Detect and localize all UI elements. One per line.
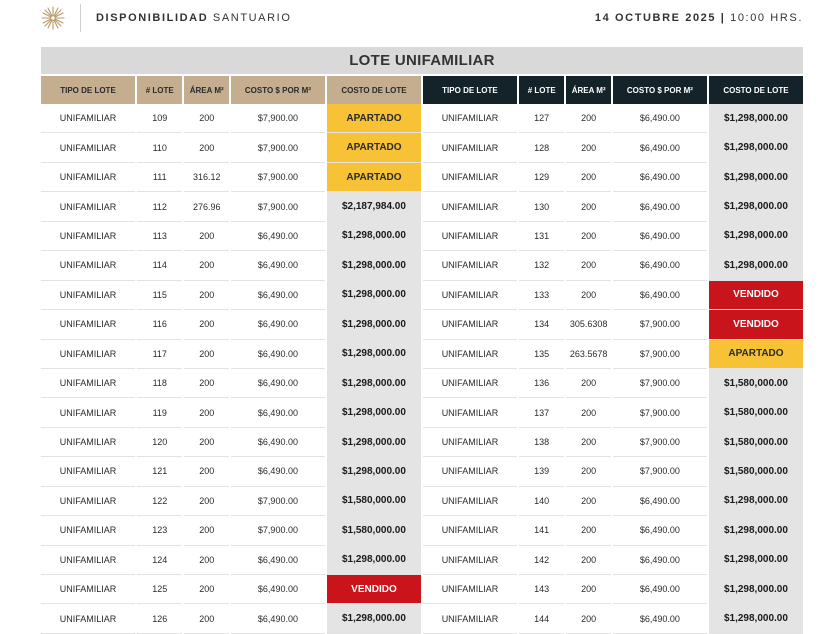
price-per-m2-cell: $6,490.00 (231, 398, 325, 427)
lot-type-cell: UNIFAMILIAR (423, 457, 517, 486)
table-row (41, 104, 803, 133)
brand-light: SANTUARIO (212, 12, 292, 24)
lot-type-cell: UNIFAMILIAR (41, 133, 135, 162)
lot-type-cell: UNIFAMILIAR (41, 604, 135, 633)
area-cell: 200 (184, 516, 228, 545)
lot-number-cell: 111 (137, 163, 182, 192)
availability-table-wrap (41, 47, 803, 634)
lot-number-cell: 126 (137, 604, 182, 633)
area-cell: 200 (566, 163, 610, 192)
lot-cost-cell: $1,298,000.00 (327, 369, 421, 398)
header-row (41, 76, 803, 104)
price-per-m2-cell: $7,900.00 (613, 398, 707, 427)
lot-cost-cell: $1,580,000.00 (709, 398, 803, 427)
price-per-m2-cell: $6,490.00 (231, 575, 325, 604)
area-cell: 200 (566, 457, 610, 486)
lot-number-cell: 109 (137, 104, 182, 133)
lot-type-cell: UNIFAMILIAR (41, 310, 135, 339)
lot-status-badge: APARTADO (327, 104, 421, 133)
lot-type-cell: UNIFAMILIAR (41, 192, 135, 221)
lot-type-cell: UNIFAMILIAR (423, 340, 517, 369)
lot-cost-cell: $1,298,000.00 (709, 104, 803, 133)
lot-number-cell: 118 (137, 369, 182, 398)
lot-type-cell: UNIFAMILIAR (423, 487, 517, 516)
table-row (41, 251, 803, 280)
price-per-m2-cell: $7,900.00 (613, 340, 707, 369)
lot-status-badge: APARTADO (327, 163, 421, 192)
price-per-m2-cell: $6,490.00 (231, 546, 325, 575)
lot-cost-cell: $1,580,000.00 (709, 369, 803, 398)
availability-table (39, 76, 805, 634)
lot-type-cell: UNIFAMILIAR (423, 104, 517, 133)
lot-number-cell: 130 (519, 192, 564, 221)
table-body (41, 104, 803, 634)
price-per-m2-cell: $7,900.00 (613, 310, 707, 339)
table-row (41, 340, 803, 369)
lot-number-cell: 120 (137, 428, 182, 457)
header-divider (80, 4, 81, 32)
lot-number-cell: 116 (137, 310, 182, 339)
price-per-m2-cell: $6,490.00 (613, 163, 707, 192)
lot-cost-cell: $1,298,000.00 (327, 340, 421, 369)
lot-cost-cell: $1,298,000.00 (709, 575, 803, 604)
area-cell: 316.12 (184, 163, 228, 192)
lot-cost-cell: $1,298,000.00 (709, 516, 803, 545)
lot-number-cell: 136 (519, 369, 564, 398)
price-per-m2-cell: $6,490.00 (613, 604, 707, 633)
area-cell: 200 (566, 192, 610, 221)
area-cell: 305.6308 (566, 310, 610, 339)
lot-cost-cell: $1,298,000.00 (327, 457, 421, 486)
price-per-m2-cell: $7,900.00 (231, 487, 325, 516)
lot-type-cell: UNIFAMILIAR (423, 428, 517, 457)
lot-number-cell: 125 (137, 575, 182, 604)
lot-type-cell: UNIFAMILIAR (41, 516, 135, 545)
lot-cost-cell: $1,298,000.00 (709, 222, 803, 251)
lot-type-cell: UNIFAMILIAR (41, 546, 135, 575)
col-header: # LOTE (137, 76, 182, 104)
table-row (41, 281, 803, 310)
price-per-m2-cell: $6,490.00 (231, 604, 325, 633)
area-cell: 200 (566, 516, 610, 545)
lot-cost-cell: $1,298,000.00 (327, 281, 421, 310)
area-cell: 263.5678 (566, 340, 610, 369)
area-cell: 200 (184, 281, 228, 310)
price-per-m2-cell: $7,900.00 (231, 163, 325, 192)
price-per-m2-cell: $7,900.00 (613, 369, 707, 398)
table-row (41, 133, 803, 162)
price-per-m2-cell: $7,900.00 (613, 457, 707, 486)
table-row (41, 222, 803, 251)
lot-type-cell: UNIFAMILIAR (423, 546, 517, 575)
lot-number-cell: 124 (137, 546, 182, 575)
lot-number-cell: 142 (519, 546, 564, 575)
lot-number-cell: 141 (519, 516, 564, 545)
table-row (41, 546, 803, 575)
lot-number-cell: 121 (137, 457, 182, 486)
lot-number-cell: 139 (519, 457, 564, 486)
lot-status-badge: APARTADO (709, 340, 803, 369)
lot-type-cell: UNIFAMILIAR (423, 133, 517, 162)
price-per-m2-cell: $6,490.00 (613, 575, 707, 604)
area-cell: 200 (566, 251, 610, 280)
price-per-m2-cell: $7,900.00 (613, 428, 707, 457)
table-row (41, 516, 803, 545)
price-per-m2-cell: $6,490.00 (613, 487, 707, 516)
table-row (41, 310, 803, 339)
lot-status-badge: VENDIDO (327, 575, 421, 604)
lot-type-cell: UNIFAMILIAR (41, 281, 135, 310)
lot-number-cell: 137 (519, 398, 564, 427)
price-per-m2-cell: $7,900.00 (231, 516, 325, 545)
price-per-m2-cell: $6,490.00 (231, 457, 325, 486)
lot-type-cell: UNIFAMILIAR (41, 251, 135, 280)
price-per-m2-cell: $6,490.00 (613, 516, 707, 545)
lot-type-cell: UNIFAMILIAR (41, 575, 135, 604)
price-per-m2-cell: $6,490.00 (231, 340, 325, 369)
lot-cost-cell: $1,298,000.00 (327, 398, 421, 427)
lot-type-cell: UNIFAMILIAR (423, 222, 517, 251)
lot-cost-cell: $1,298,000.00 (327, 546, 421, 575)
lot-status-badge: VENDIDO (709, 281, 803, 310)
col-header: COSTO DE LOTE (327, 76, 421, 104)
price-per-m2-cell: $6,490.00 (613, 546, 707, 575)
table-row (41, 398, 803, 427)
area-cell: 200 (566, 398, 610, 427)
table-row (41, 428, 803, 457)
area-cell: 200 (566, 487, 610, 516)
lot-number-cell: 115 (137, 281, 182, 310)
lot-cost-cell: $1,298,000.00 (327, 310, 421, 339)
date-separator: | (720, 12, 726, 24)
area-cell: 200 (184, 398, 228, 427)
lot-number-cell: 135 (519, 340, 564, 369)
lot-status-badge: APARTADO (327, 133, 421, 162)
area-cell: 200 (566, 428, 610, 457)
lot-cost-cell: $2,187,984.00 (327, 192, 421, 221)
price-per-m2-cell: $7,900.00 (231, 133, 325, 162)
price-per-m2-cell: $6,490.00 (613, 222, 707, 251)
lot-type-cell: UNIFAMILIAR (423, 369, 517, 398)
area-cell: 200 (184, 222, 228, 251)
area-cell: 200 (184, 340, 228, 369)
lot-number-cell: 133 (519, 281, 564, 310)
area-cell: 200 (184, 251, 228, 280)
lot-cost-cell: $1,298,000.00 (709, 487, 803, 516)
area-cell: 200 (566, 133, 610, 162)
lot-number-cell: 112 (137, 192, 182, 221)
table-title: LOTE UNIFAMILIAR (41, 47, 803, 74)
area-cell: 200 (184, 546, 228, 575)
lot-status-badge: VENDIDO (709, 310, 803, 339)
area-cell: 200 (184, 575, 228, 604)
lot-type-cell: UNIFAMILIAR (41, 457, 135, 486)
lot-type-cell: UNIFAMILIAR (41, 369, 135, 398)
area-cell: 200 (184, 310, 228, 339)
lot-cost-cell: $1,298,000.00 (327, 604, 421, 633)
lot-number-cell: 113 (137, 222, 182, 251)
area-cell: 200 (184, 104, 228, 133)
lot-type-cell: UNIFAMILIAR (423, 575, 517, 604)
lot-type-cell: UNIFAMILIAR (41, 487, 135, 516)
price-per-m2-cell: $6,490.00 (231, 369, 325, 398)
lot-number-cell: 131 (519, 222, 564, 251)
price-per-m2-cell: $6,490.00 (231, 310, 325, 339)
lot-number-cell: 119 (137, 398, 182, 427)
lot-number-cell: 117 (137, 340, 182, 369)
table-row (41, 163, 803, 192)
lot-type-cell: UNIFAMILIAR (423, 310, 517, 339)
lot-cost-cell: $1,298,000.00 (327, 251, 421, 280)
area-cell: 200 (184, 604, 228, 633)
brand-bold: DISPONIBILIDAD (96, 12, 209, 24)
area-cell: 200 (184, 487, 228, 516)
lot-type-cell: UNIFAMILIAR (41, 428, 135, 457)
col-header: ÁREA M² (184, 76, 228, 104)
lot-type-cell: UNIFAMILIAR (41, 398, 135, 427)
date-stamp (595, 12, 803, 24)
lot-type-cell: UNIFAMILIAR (423, 192, 517, 221)
lot-type-cell: UNIFAMILIAR (423, 163, 517, 192)
table-row (41, 487, 803, 516)
lot-number-cell: 134 (519, 310, 564, 339)
area-cell: 200 (566, 281, 610, 310)
price-per-m2-cell: $6,490.00 (613, 192, 707, 221)
area-cell: 200 (566, 546, 610, 575)
lot-type-cell: UNIFAMILIAR (423, 281, 517, 310)
lot-cost-cell: $1,580,000.00 (709, 428, 803, 457)
area-cell: 276.96 (184, 192, 228, 221)
area-cell: 200 (184, 457, 228, 486)
star-burst-logo-icon (40, 5, 66, 31)
lot-number-cell: 122 (137, 487, 182, 516)
col-header: COSTO $ POR M² (231, 76, 325, 104)
lot-type-cell: UNIFAMILIAR (41, 340, 135, 369)
lot-type-cell: UNIFAMILIAR (41, 163, 135, 192)
lot-number-cell: 110 (137, 133, 182, 162)
lot-cost-cell: $1,298,000.00 (709, 251, 803, 280)
price-per-m2-cell: $6,490.00 (231, 222, 325, 251)
price-per-m2-cell: $6,490.00 (231, 281, 325, 310)
lot-type-cell: UNIFAMILIAR (423, 604, 517, 633)
area-cell: 200 (566, 369, 610, 398)
lot-cost-cell: $1,298,000.00 (709, 133, 803, 162)
time-text: 10:00 HRS. (730, 12, 803, 24)
lot-number-cell: 123 (137, 516, 182, 545)
date-text: 14 OCTUBRE 2025 (594, 12, 717, 24)
lot-number-cell: 140 (519, 487, 564, 516)
lot-number-cell: 114 (137, 251, 182, 280)
lot-type-cell: UNIFAMILIAR (423, 251, 517, 280)
lot-type-cell: UNIFAMILIAR (423, 516, 517, 545)
lot-cost-cell: $1,298,000.00 (327, 428, 421, 457)
col-header: TIPO DE LOTE (423, 76, 517, 104)
table-row (41, 457, 803, 486)
price-per-m2-cell: $7,900.00 (231, 104, 325, 133)
price-per-m2-cell: $6,490.00 (613, 104, 707, 133)
area-cell: 200 (566, 104, 610, 133)
lot-type-cell: UNIFAMILIAR (41, 104, 135, 133)
lot-number-cell: 138 (519, 428, 564, 457)
col-header: TIPO DE LOTE (41, 76, 135, 104)
lot-number-cell: 143 (519, 575, 564, 604)
col-header: ÁREA M² (566, 76, 610, 104)
table-row (41, 192, 803, 221)
table-row (41, 575, 803, 604)
lot-cost-cell: $1,298,000.00 (709, 546, 803, 575)
col-header: # LOTE (519, 76, 564, 104)
price-per-m2-cell: $6,490.00 (231, 251, 325, 280)
page-header (0, 0, 840, 40)
price-per-m2-cell: $6,490.00 (613, 251, 707, 280)
area-cell: 200 (566, 604, 610, 633)
lot-number-cell: 127 (519, 104, 564, 133)
lot-number-cell: 128 (519, 133, 564, 162)
lot-number-cell: 132 (519, 251, 564, 280)
price-per-m2-cell: $6,490.00 (613, 281, 707, 310)
col-header: COSTO DE LOTE (709, 76, 803, 104)
area-cell: 200 (184, 428, 228, 457)
area-cell: 200 (566, 575, 610, 604)
lot-cost-cell: $1,298,000.00 (709, 192, 803, 221)
lot-cost-cell: $1,298,000.00 (709, 163, 803, 192)
table-row (41, 369, 803, 398)
price-per-m2-cell: $6,490.00 (613, 133, 707, 162)
brand-title (96, 12, 291, 24)
table-row (41, 604, 803, 633)
price-per-m2-cell: $7,900.00 (231, 192, 325, 221)
lot-cost-cell: $1,580,000.00 (327, 487, 421, 516)
lot-number-cell: 129 (519, 163, 564, 192)
lot-cost-cell: $1,298,000.00 (709, 604, 803, 633)
lot-cost-cell: $1,580,000.00 (709, 457, 803, 486)
lot-type-cell: UNIFAMILIAR (423, 398, 517, 427)
price-per-m2-cell: $6,490.00 (231, 428, 325, 457)
lot-number-cell: 144 (519, 604, 564, 633)
lot-cost-cell: $1,580,000.00 (327, 516, 421, 545)
area-cell: 200 (566, 222, 610, 251)
lot-cost-cell: $1,298,000.00 (327, 222, 421, 251)
lot-type-cell: UNIFAMILIAR (41, 222, 135, 251)
area-cell: 200 (184, 133, 228, 162)
area-cell: 200 (184, 369, 228, 398)
col-header: COSTO $ POR M² (613, 76, 707, 104)
